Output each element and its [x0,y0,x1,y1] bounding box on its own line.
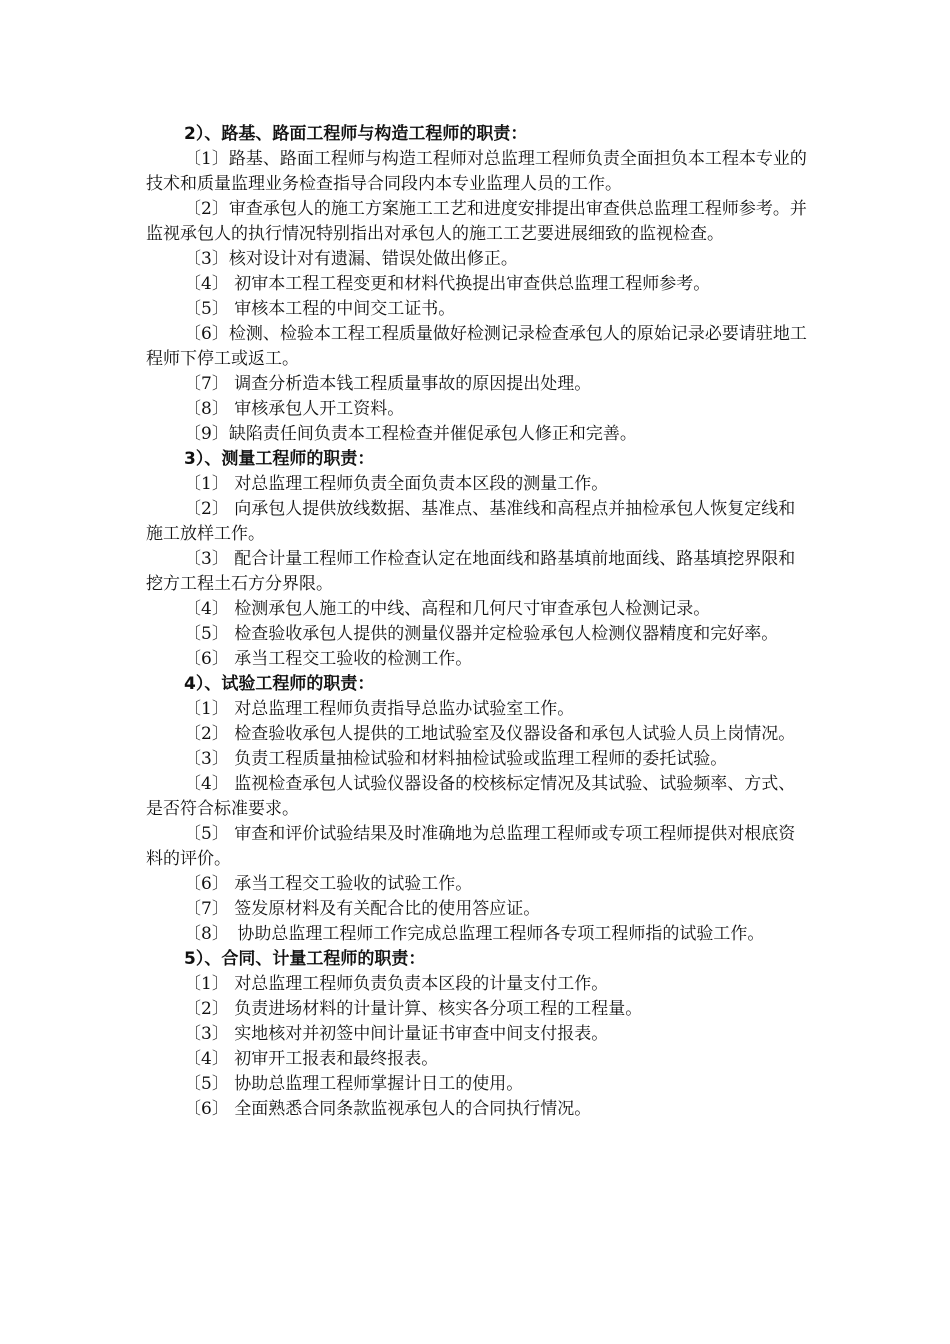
duty-item: 〔2〕审查承包人的施工方案施工工艺和进度安排提出审查供总监理工程师参考。并监视承包人的执行情况特别指出对承包人的施工工艺要进展细致的监视检查。 [146,199,807,244]
duty-item: 〔8〕 协助总监理工程师工作完成总监理工程师各专项工程师指的试验工作。 [184,924,765,944]
duty-item: 〔3〕 实地核对并初签中间计量证书审查中间支付报表。 [184,1024,609,1044]
duty-item: 〔6〕 承当工程交工验收的试验工作。 [184,874,473,894]
duty-item: 〔3〕 负责工程质量抽检试验和材料抽检试验或监理工程师的委托试验。 [184,749,728,769]
duty-item: 〔5〕 协助总监理工程师掌握计日工的使用。 [184,1074,524,1094]
duty-item: 〔5〕 审查和评价试验结果及时准确地为总监理工程师或专项工程师提供对根底资料的评价。 [146,824,796,869]
section-heading-contract-engineer: 5）、合同、计量工程师的职责： [184,949,426,969]
duty-item: 〔5〕 审核本工程的中间交工证书。 [184,299,456,319]
duty-item: 〔5〕 检查验收承包人提供的测量仪器并定检验承包人检测仪器精度和完好率。 [184,624,779,644]
duty-item: 〔6〕 承当工程交工验收的检测工作。 [184,649,473,669]
duty-item: 〔1〕 对总监理工程师负责指导总监办试验室工作。 [184,699,575,719]
document-page [146,122,810,1122]
duty-item: 〔2〕 负责进场材料的计量计算、核实各分项工程的工程量。 [184,999,643,1019]
duty-item: 〔4〕 初审本工程工程变更和材料代换提出审查供总监理工程师参考。 [184,274,711,294]
section-heading-test-engineer: 4）、试验工程师的职责： [184,674,375,694]
duty-item: 〔6〕 全面熟悉合同条款监视承包人的合同执行情况。 [184,1099,592,1119]
duty-item: 〔2〕 检查验收承包人提供的工地试验室及仪器设备和承包人试验人员上岗情况。 [184,724,796,744]
duty-item: 〔3〕核对设计对有遗漏、错误处做出修正。 [184,249,518,269]
duty-item: 〔1〕 对总监理工程师负责全面负责本区段的测量工作。 [184,474,609,494]
section-heading-survey-engineer: 3）、测量工程师的职责： [184,449,375,469]
duty-item: 〔7〕 调查分析造本钱工程质量事故的原因提出处理。 [184,374,592,394]
duty-item: 〔9〕缺陷责任间负责本工程检查并催促承包人修正和完善。 [184,424,637,444]
duty-item: 〔2〕 向承包人提供放线数据、基准点、基准线和高程点并抽检承包人恢复定线和施工放样工作。 [146,499,796,544]
duty-item: 〔1〕 对总监理工程师负责负责本区段的计量支付工作。 [184,974,609,994]
duty-item: 〔4〕 检测承包人施工的中线、高程和几何尺寸审查承包人检测记录。 [184,599,711,619]
duty-item: 〔8〕 审核承包人开工资料。 [184,399,405,419]
duty-item: 〔1〕路基、路面工程师与构造工程师对总监理工程师负责全面担负本工程本专业的技术和质量监理业务检查指导合同段内本专业监理人员的工作。 [146,149,807,194]
duty-item: 〔4〕 初审开工报表和最终报表。 [184,1049,439,1069]
duty-item: 〔3〕 配合计量工程师工作检查认定在地面线和路基填前地面线、路基填挖界限和挖方工程土石方分界限。 [146,549,796,594]
duty-item: 〔4〕 监视检查承包人试验仪器设备的校核标定情况及其试验、试验频率、方式、是否符合标准要求。 [146,774,796,819]
duty-item: 〔6〕检测、检验本工程工程质量做好检测记录检查承包人的原始记录必要请驻地工程师下停工或返工。 [146,324,807,369]
duty-item: 〔7〕 签发原材料及有关配合比的使用答应证。 [184,899,541,919]
section-heading-road-engineer: 2）、路基、路面工程师与构造工程师的职责： [184,124,528,144]
